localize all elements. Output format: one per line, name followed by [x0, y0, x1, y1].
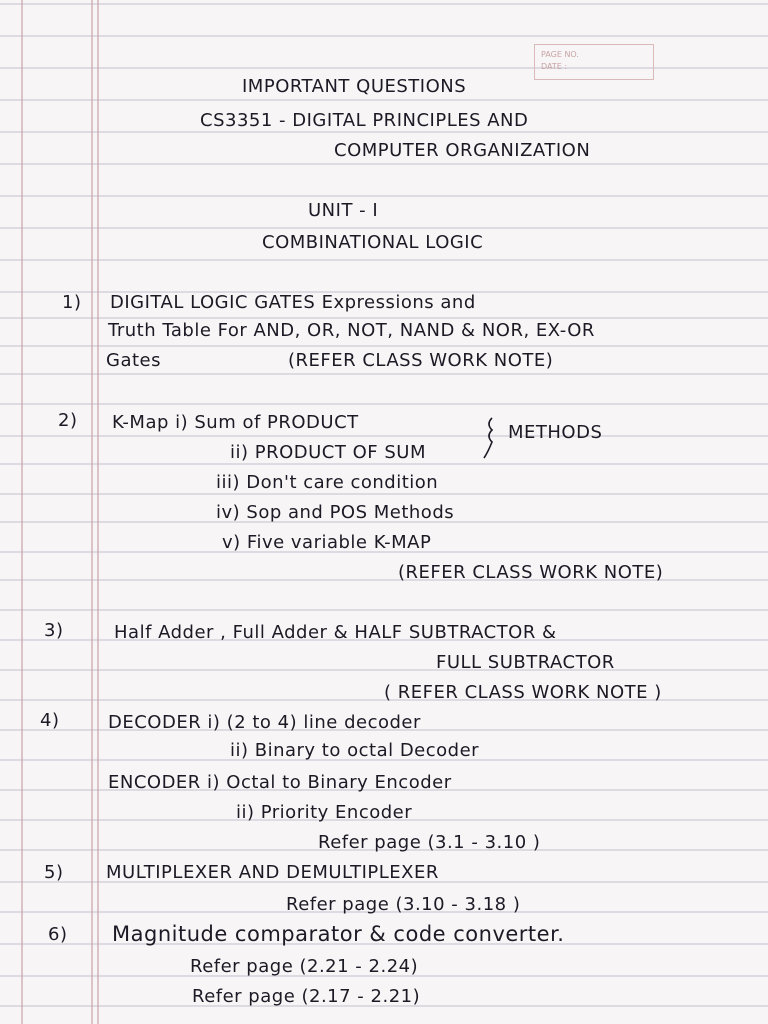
unit-title: COMBINATIONAL LOGIC: [262, 232, 484, 253]
question-2-line-1: K-Map i) Sum of PRODUCT: [112, 412, 359, 433]
question-1-ref: (REFER CLASS WORK NOTE): [288, 350, 554, 371]
unit-heading: UNIT - I: [308, 200, 379, 221]
question-5-ref: Refer page (3.10 - 3.18 ): [286, 894, 521, 915]
course-line-2: COMPUTER ORGANIZATION: [334, 140, 591, 161]
question-2-number: 2): [58, 410, 78, 431]
question-3-ref: ( REFER CLASS WORK NOTE ): [384, 682, 662, 703]
question-2-line-4: iv) Sop and POS Methods: [216, 502, 455, 523]
question-4-line-2: ii) Binary to octal Decoder: [230, 740, 480, 761]
question-3-line-2: FULL SUBTRACTOR: [436, 652, 615, 673]
question-5-number: 5): [44, 862, 64, 883]
question-1-line-3a: Gates: [106, 350, 161, 371]
question-2-line-3: iii) Don't care condition: [216, 472, 439, 493]
question-2-line-5: v) Five variable K-MAP: [222, 532, 432, 553]
question-3-number: 3): [44, 620, 64, 641]
question-6-ref-2: Refer page (2.17 - 2.21): [192, 986, 421, 1007]
question-1-number: 1): [62, 292, 82, 313]
date-label: DATE :: [541, 62, 568, 71]
question-1-line-1: DIGITAL LOGIC GATES Expressions and: [110, 292, 476, 313]
course-line-1: CS3351 - DIGITAL PRINCIPLES AND: [200, 110, 529, 131]
question-4-line-4: ii) Priority Encoder: [236, 802, 413, 823]
question-2-ref: (REFER CLASS WORK NOTE): [398, 562, 664, 583]
page-title: IMPORTANT QUESTIONS: [242, 76, 467, 97]
question-4-number: 4): [40, 710, 60, 731]
page-date-stamp: [534, 44, 654, 80]
question-4-line-1: DECODER i) (2 to 4) line decoder: [108, 712, 421, 733]
question-3-line-1: Half Adder , Full Adder & HALF SUBTRACTOR &: [114, 622, 557, 643]
question-2-methods: METHODS: [508, 422, 603, 443]
question-6-ref-1: Refer page (2.21 - 2.24): [190, 956, 419, 977]
question-1-line-2: Truth Table For AND, OR, NOT, NAND & NOR, EX-OR: [108, 320, 595, 341]
question-2-line-2: ii) PRODUCT OF SUM: [230, 442, 426, 463]
question-4-line-3: ENCODER i) Octal to Binary Encoder: [108, 772, 452, 793]
page-no-label: PAGE NO.: [541, 50, 579, 59]
question-5-line-1: MULTIPLEXER AND DEMULTIPLEXER: [106, 862, 439, 883]
question-4-ref: Refer page (3.1 - 3.10 ): [318, 832, 541, 853]
question-6-line-1: Magnitude comparator & code converter.: [112, 922, 565, 946]
question-6-number: 6): [48, 924, 68, 945]
